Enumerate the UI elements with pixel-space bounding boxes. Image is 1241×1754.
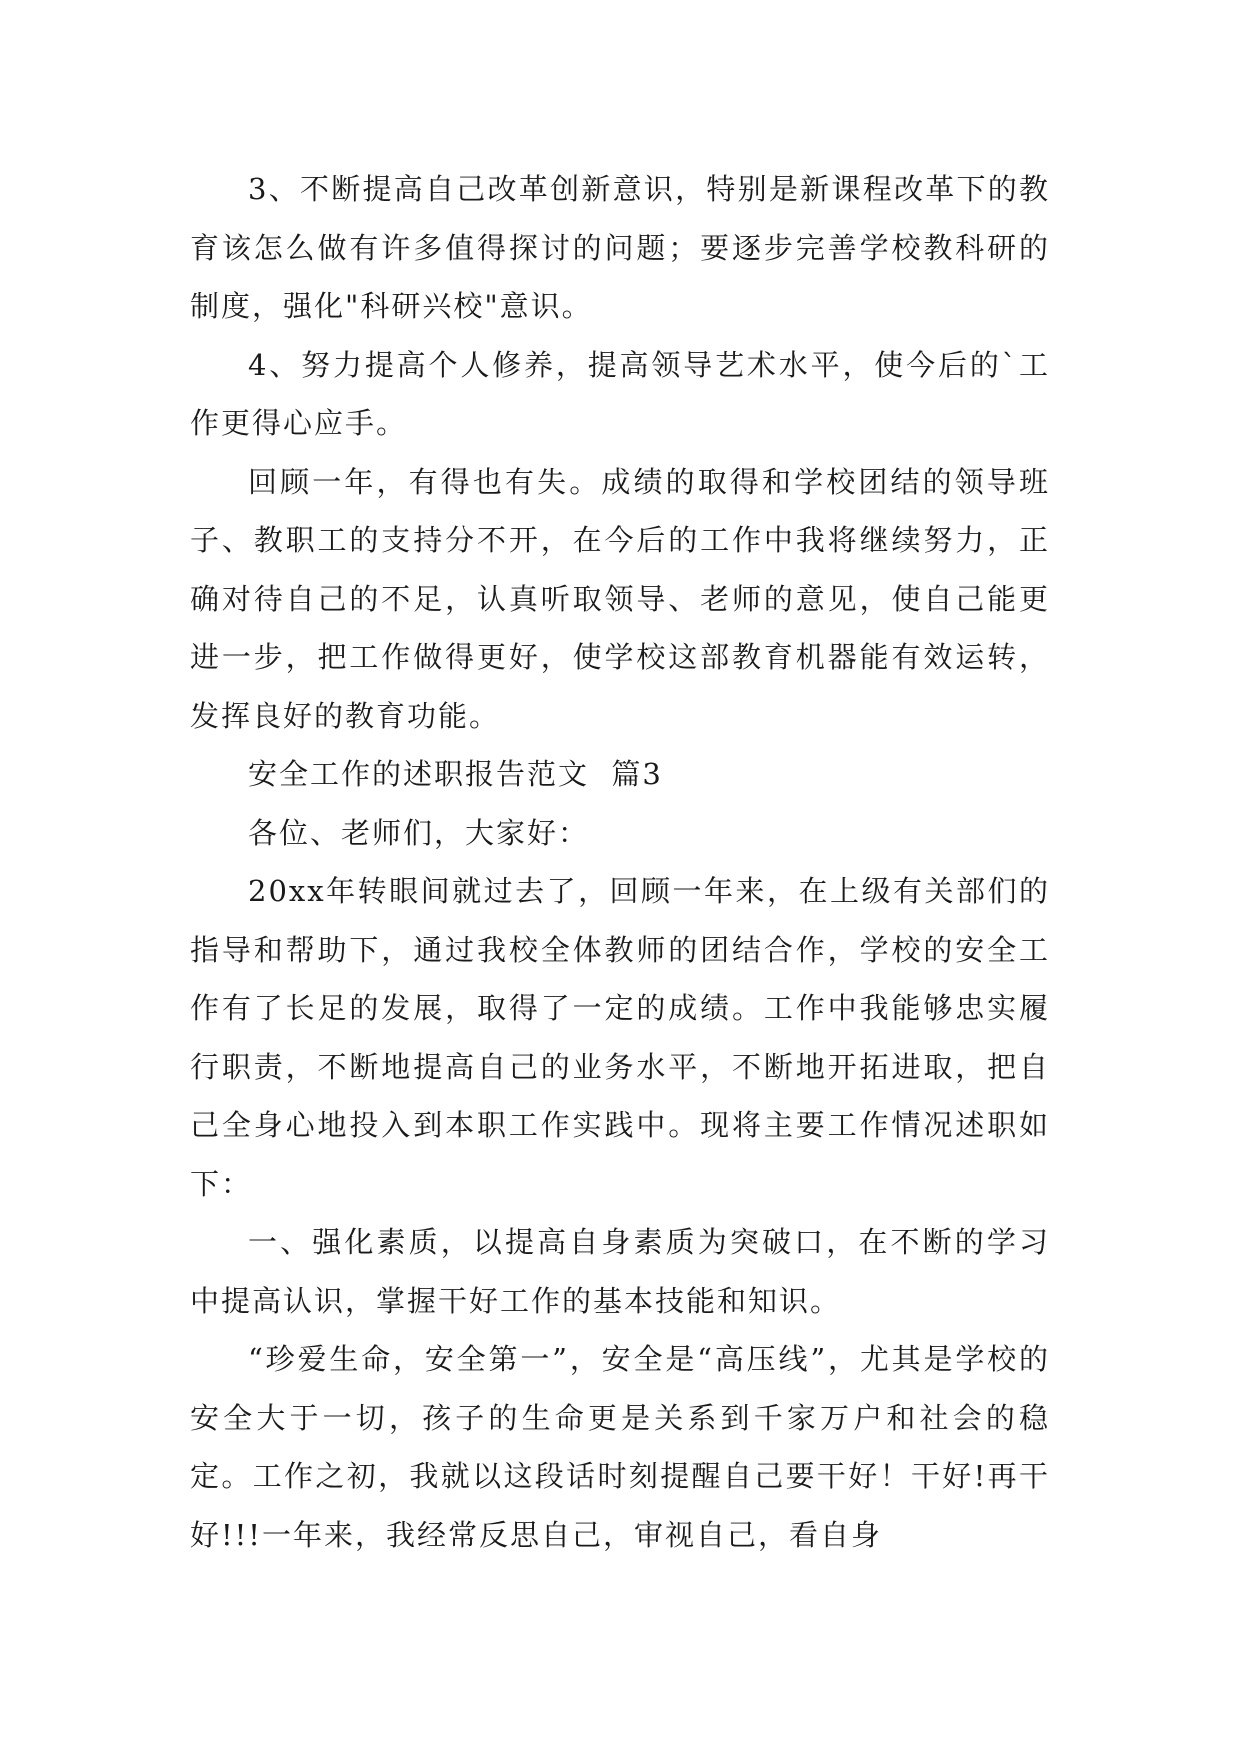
paragraph-section-one: 一、强化素质，以提高自身素质为突破口，在不断的学习中提高认识，掌握干好工作的基本技能和知识。 <box>190 1225 1050 1318</box>
document-body <box>190 160 1050 1564</box>
paragraph-safety: “珍爱生命，安全第一”，安全是“高压线”，尤其是学校的安全大于一切，孩子的生命更是关系到千家万户和社会的稳定。工作之初，我就以这段话时刻提醒自己要干好！干好!再干好!!!一年来，我经常反思自己，审视自己，看自身 <box>190 1342 1050 1552</box>
paragraph-item-4: 4、努力提高个人修养，提高领导艺术水平，使今后的`工作更得心应手。 <box>190 347 1050 440</box>
paragraph-item-3: 3、不断提高自己改革创新意识，特别是新课程改革下的教育该怎么做有许多值得探讨的问题；要逐步完善学校教科研的制度，强化"科研兴校"意识。 <box>190 172 1050 323</box>
paragraph-review: 回顾一年，有得也有失。成绩的取得和学校团结的领导班子、教职工的支持分不开，在今后的工作中我将继续努力，正确对待自己的不足，认真听取领导、老师的意见，使自己能更进一步，把工作做得更好，使学校这部教育机器能有效运转，发挥良好的教育功能。 <box>190 464 1050 733</box>
salutation: 各位、老师们，大家好： <box>248 815 590 850</box>
paragraph-intro: 20xx年转眼间就过去了，回顾一年来，在上级有关部们的指导和帮助下，通过我校全体教师的团结合作，学校的安全工作有了长足的发展，取得了一定的成绩。工作中我能够忠实履行职责，不断地提高自己的业务水平，不断地开拓进取，把自己全身心地投入到本职工作实践中。现将主要工作情况述职如下： <box>190 874 1050 1201</box>
section-heading: 安全工作的述职报告范文 篇3 <box>248 757 663 791</box>
